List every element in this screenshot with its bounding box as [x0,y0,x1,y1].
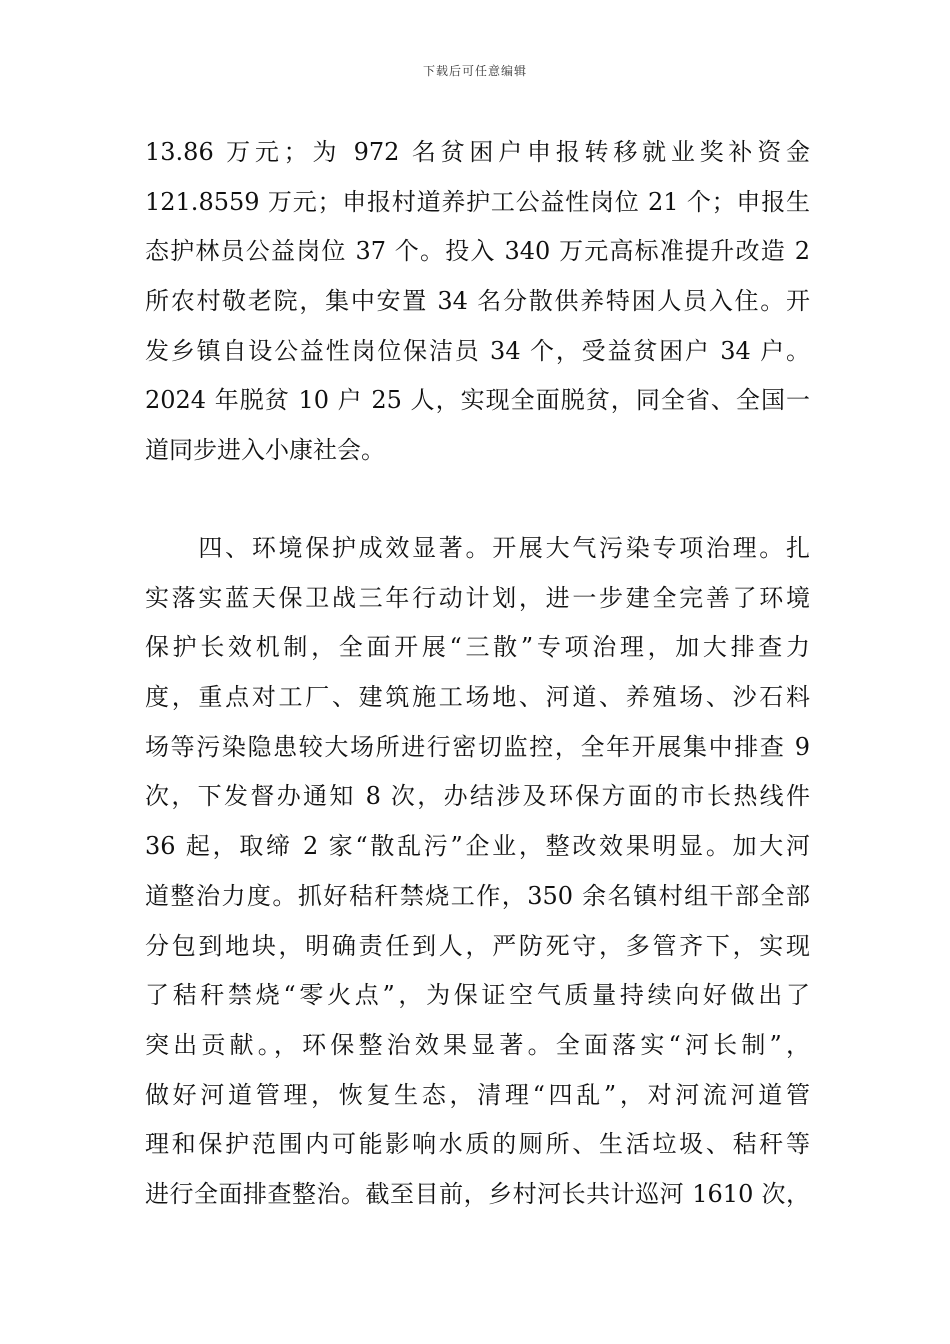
text-line: 进行全面排查整治。截至目前，乡村河长共计巡河 1610 次， [145,1179,810,1208]
text-line: 121.8559 万元；申报村道养护工公益性岗位 21 个；申报生 [145,187,810,216]
text-line: 四、环境保护成效显著。开展大气污染专项治理。扎 [145,534,810,562]
paragraph-poverty-alleviation [145,128,810,476]
text-line: 36 起，取缔 2 家“散乱污”企业，整改效果明显。加大河 [145,832,810,861]
text-line: 分包到地块，明确责任到人，严防死守，多管齐下，实现 [145,931,810,960]
paragraph-environment-protection [145,524,810,1220]
text-line: 做好河道管理，恢复生态，清理“四乱”，对河流河道管 [145,1080,810,1109]
text-line: 保护长效机制，全面开展“三散”专项治理，加大排查力 [145,633,810,662]
text-line: 场等污染隐患较大场所进行密切监控，全年开展集中排查 9 [145,732,810,761]
text-line: 实落实蓝天保卫战三年行动计划，进一步建全完善了环境 [145,583,810,612]
text-line: 所农村敬老院，集中安置 34 名分散供养特困人员入住。开 [145,287,810,316]
text-line: 2024 年脱贫 10 户 25 人，实现全面脱贫，同全省、全国一 [145,386,810,415]
text-line: 道同步进入小康社会。 [145,436,385,465]
text-line: 了秸秆禁烧“零火点”，为保证空气质量持续向好做出了 [145,981,810,1010]
text-line: 次，下发督办通知 8 次，办结涉及环保方面的市长热线件 [145,782,810,811]
text-line: 道整治力度。抓好秸秆禁烧工作，350 余名镇村组干部全部 [145,881,810,910]
text-line: 理和保护范围内可能影响水质的厕所、生活垃圾、秸秆等 [145,1130,810,1159]
text-line: 态护林员公益岗位 37 个。投入 340 万元高标准提升改造 2 [145,237,810,266]
text-line: 突出贡献。，环保整治效果显著。全面落实“河长制”， [145,1030,810,1059]
page-header: 下载后可任意编辑 [422,64,527,78]
text-line: 度，重点对工厂、建筑施工场地、河道、养殖场、沙石料 [145,683,810,712]
text-line: 发乡镇自设公益性岗位保洁员 34 个，受益贫困户 34 户。 [145,336,810,365]
text-line: 13.86 万元；为 972 名贫困户申报转移就业奖补资金 [145,138,810,166]
